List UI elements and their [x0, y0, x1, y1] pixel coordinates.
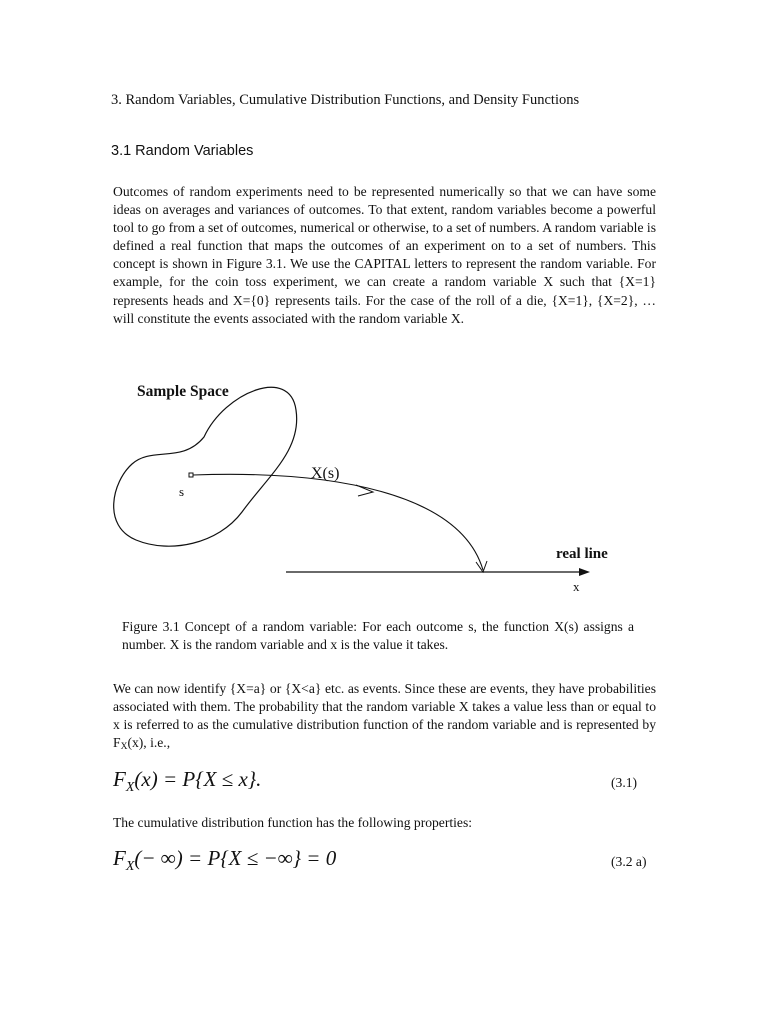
outcome-label: s — [179, 484, 185, 499]
section-heading: 3. Random Variables, Cumulative Distribution Functions, and Density Functions — [111, 92, 580, 108]
random-variable-figure — [100, 372, 620, 602]
sample-space-label: Sample Space — [137, 383, 229, 400]
axis-x-label: x — [573, 579, 580, 594]
cdf-definition-tail: (x), i.e., — [127, 735, 171, 751]
paragraph-intro: Outcomes of random experiments need to be represented numerically so that we can have some ideas on averages and variances of outcomes. To that extent, random variables become a powerful tool to go from a set of outcomes, numerical or otherwise, to a set of numbers. A random variable is defined a real function that maps the outcomes of an experiment on to a set of numbers. This concept is shown in Figure 3.1. We use the CAPITAL letters to represent the random variable. For example, for the coin toss experiment, we can create a random variable X such that {X=1} represents heads and X={0} represents tails. For the case of the roll of a die, {X=1}, {X=2}, … will constitute the events associated with the random variable X. — [113, 184, 656, 326]
real-line-label: real line — [556, 546, 608, 562]
eq2-function: F — [113, 846, 126, 870]
mapping-label: X(s) — [311, 465, 340, 482]
figure-caption: Figure 3.1 Concept of a random variable: For each outcome s, the function X(s) assigns a number. X is the random variable and x is the value it takes. — [122, 619, 634, 653]
mapping-mid-arrowhead — [356, 485, 373, 496]
eq1-subscript: X — [125, 780, 135, 795]
eq2-body: (− ∞) = P{X ≤ −∞} = 0 — [134, 846, 337, 870]
equation-3-1-number: (3.1) — [611, 775, 638, 790]
real-line-arrowhead — [579, 568, 590, 576]
paragraph-cdf-definition — [113, 680, 656, 756]
eq2-subscript: X — [125, 859, 135, 874]
cdf-definition-text: We can now identify {X=a} or {X<a} etc. as events. Since these are events, they have probabilities associated with them. The probability that the random variable X takes a value less than or equal to x is referred to as the cumulative distribution function of the random variable and is represented by F — [113, 681, 656, 751]
cdf-subscript: X — [120, 742, 128, 753]
mapping-curve — [193, 474, 483, 570]
equation-3-2a — [113, 846, 336, 875]
eq1-body: (x) = P{X ≤ x}. — [134, 767, 262, 791]
subsection-heading: 3.1 Random Variables — [111, 143, 254, 159]
equation-3-1 — [113, 767, 261, 796]
equation-3-2a-number: (3.2 a) — [611, 854, 647, 869]
sample-space-outline — [114, 387, 297, 546]
outcome-point — [189, 473, 193, 477]
eq1-function: F — [113, 767, 126, 791]
paragraph-properties-intro: The cumulative distribution function has the following properties: — [113, 815, 473, 830]
